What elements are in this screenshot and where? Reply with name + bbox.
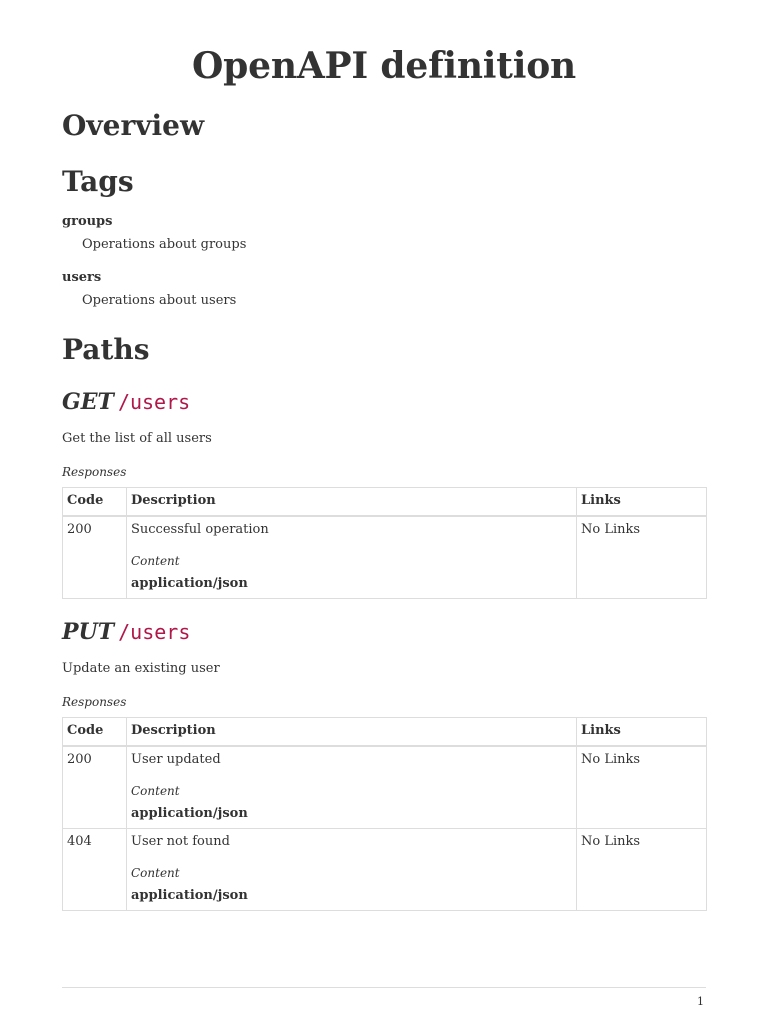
response-description: Successful operation: [131, 522, 269, 537]
table-header-row: [63, 718, 707, 747]
operation-heading-put-users: [62, 618, 190, 646]
header-code: Code: [63, 718, 127, 747]
tag-name-groups: groups: [62, 214, 113, 229]
responses-caption: Responses: [62, 695, 127, 709]
http-method: PUT: [62, 619, 115, 645]
response-links: No Links: [577, 746, 707, 829]
content-label: Content: [131, 554, 180, 568]
response-code: 200: [63, 746, 127, 829]
response-code: 404: [63, 829, 127, 911]
content-type: application/json: [131, 888, 248, 903]
operation-summary: Update an existing user: [62, 661, 220, 676]
tags-heading: Tags: [62, 165, 134, 198]
header-code: Code: [63, 488, 127, 517]
responses-table-put-users: [62, 717, 707, 911]
content-label: Content: [131, 866, 180, 880]
responses-caption: Responses: [62, 465, 127, 479]
tag-description-users: Operations about users: [82, 293, 237, 308]
tag-description-groups: Operations about groups: [82, 237, 247, 252]
response-description: User not found: [131, 834, 230, 849]
response-description: User updated: [131, 752, 221, 767]
header-description: Description: [127, 488, 577, 517]
operation-summary: Get the list of all users: [62, 431, 212, 446]
endpoint-path: /users: [117, 390, 191, 414]
page-number: 1: [697, 995, 704, 1008]
overview-heading: Overview: [62, 109, 205, 142]
response-description-cell: [127, 746, 577, 829]
content-type: application/json: [131, 806, 248, 821]
header-links: Links: [577, 488, 707, 517]
operation-heading-get-users: [62, 388, 190, 416]
table-row: [63, 516, 707, 599]
http-method: GET: [62, 389, 114, 415]
table-row: [63, 746, 707, 829]
endpoint-path: /users: [118, 620, 191, 644]
paths-heading: Paths: [62, 333, 150, 366]
response-links: No Links: [577, 829, 707, 911]
content-label: Content: [131, 784, 180, 798]
table-row: [63, 829, 707, 911]
tag-name-users: users: [62, 270, 102, 285]
response-links: No Links: [577, 516, 707, 599]
content-type: application/json: [131, 576, 248, 591]
header-links: Links: [577, 718, 707, 747]
footer-divider: [62, 987, 706, 988]
table-header-row: [63, 488, 707, 517]
document-title: OpenAPI definition: [192, 45, 576, 87]
header-description: Description: [127, 718, 577, 747]
response-description-cell: [127, 829, 577, 911]
response-description-cell: [127, 516, 577, 599]
responses-table-get-users: [62, 487, 707, 599]
response-code: 200: [63, 516, 127, 599]
